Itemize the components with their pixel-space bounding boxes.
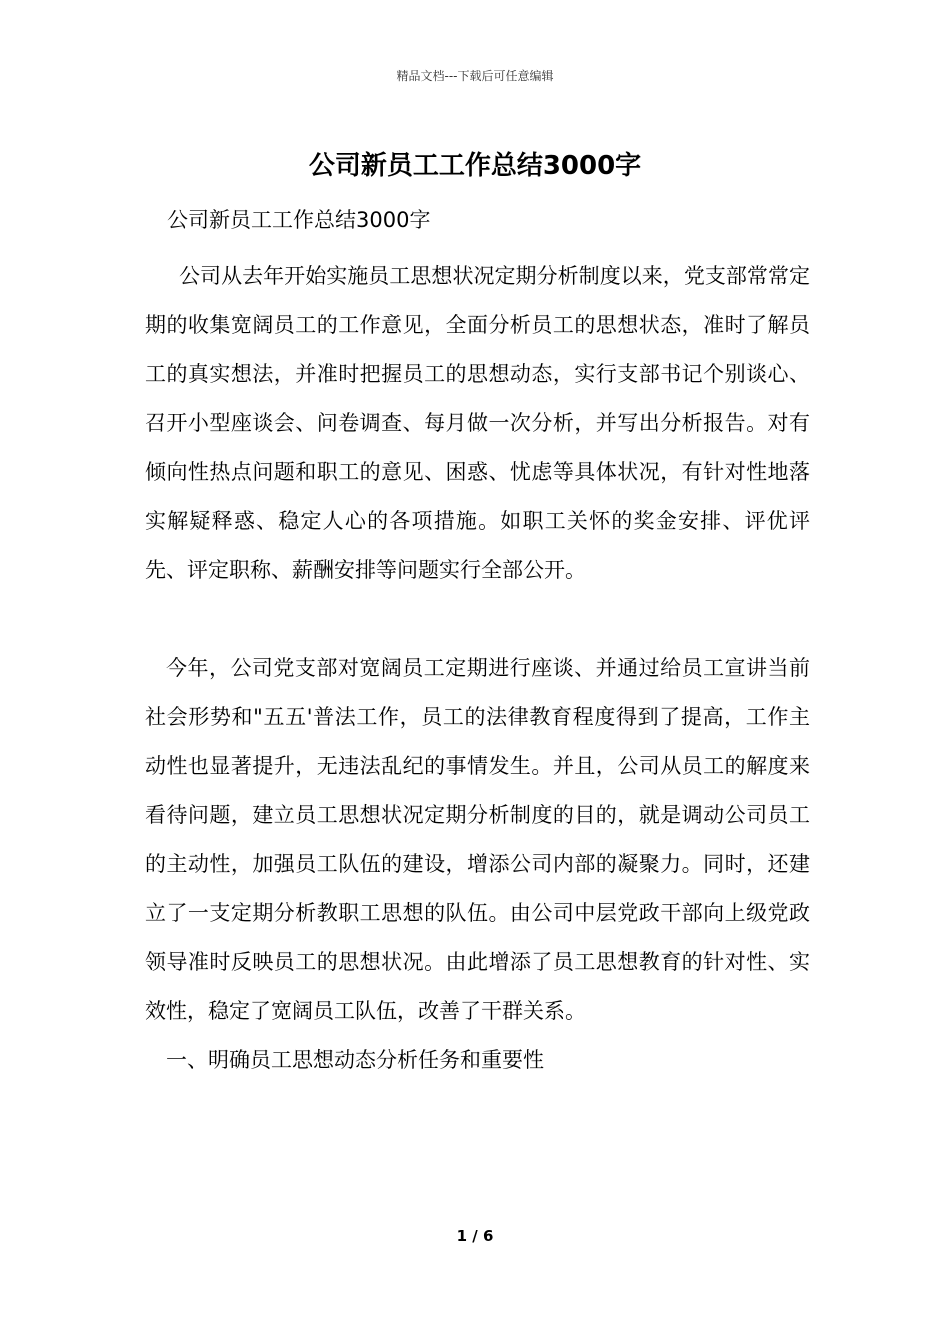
body-paragraph-2: 今年，公司党支部对宽阔员工定期进行座谈、并通过给员工宣讲当前社会形势和"五五'普法工作，员工的法律教育程度得到了提高，工作主动性也显著提升，无违法乱纪的事情发生。并且，公司从员工的解度来看待问题，建立员工思想状况定期分析制度的目的，就是调动公司员工的主动性，加强员工队伍的建设，增添公司内部的凝聚力。同时，还建立了一支定期分析教职工思想的队伍。由公司中层党政干部向上级党政领导准时反映员工的思想状况。由此增添了员工思想教育的针对性、实效性，稳定了宽阔员工队伍，改善了干群关系。	[145, 656, 810, 1023]
document-subtitle: 公司新员工工作总结3000字	[167, 208, 431, 232]
page-number: 1 / 6	[456, 1227, 494, 1245]
page-header-note: 精品文档---下载后可任意编辑	[396, 69, 554, 83]
document-body	[145, 202, 810, 1085]
document-title: 公司新员工工作总结3000字	[308, 151, 642, 181]
body-paragraph-1: 公司从去年开始实施员工思想状况定期分析制度以来，党支部常常定期的收集宽阔员工的工作意见，全面分析员工的思想状态，准时了解员工的真实想法，并准时把握员工的思想动态，实行支部书记个别谈心、召开小型座谈会、问卷调查、每月做一次分析，并写出分析报告。对有倾向性热点问题和职工的意见、困惑、忧虑等具体状况，有针对性地落实解疑释惑、稳定人心的各项措施。如职工关怀的奖金安排、评优评先、评定职称、薪酬安排等问题实行全部公开。	[145, 264, 810, 582]
section-heading: 一、明确员工思想动态分析任务和重要性	[166, 1048, 544, 1072]
